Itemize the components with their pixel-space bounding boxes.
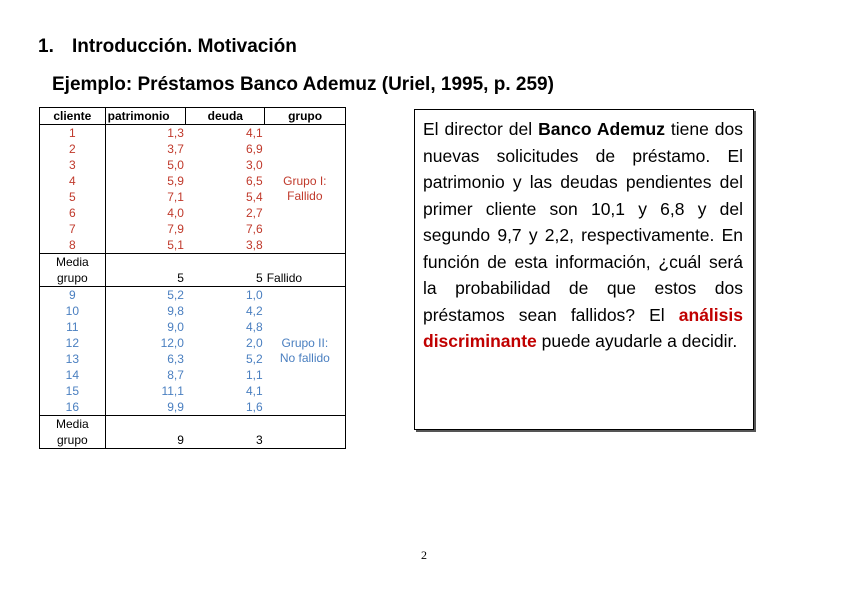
patrimonio-cell: 3,7 — [167, 142, 184, 156]
deuda-cell: 1,1 — [246, 368, 263, 382]
mean-row — [40, 432, 346, 449]
mean-row — [40, 254, 346, 271]
cliente-cell: 5 — [40, 189, 106, 205]
empty-cell — [265, 416, 346, 433]
patrimonio-cell: 11,1 — [161, 384, 184, 398]
deuda-cell: 4,1 — [186, 125, 265, 142]
cliente-cell: 15 — [40, 383, 106, 399]
table-header-row — [40, 108, 346, 125]
cliente-cell: 7 — [40, 221, 106, 237]
bank-name: Banco Ademuz — [538, 119, 665, 139]
header-patrimonio: patrimonio — [105, 108, 186, 125]
group-label-line1: Grupo II: — [281, 336, 329, 350]
cliente-cell: 2 — [40, 141, 106, 157]
deuda-cell: 3,8 — [246, 238, 263, 252]
deuda-cell: 4,1 — [246, 384, 263, 398]
cliente-cell: 4 — [40, 173, 106, 189]
patrimonio-cell: 1,3 — [105, 125, 186, 142]
mean-label: grupo — [40, 270, 106, 287]
patrimonio-cell: 6,3 — [167, 352, 184, 366]
deuda-cell: 2,7 — [246, 206, 263, 220]
mean-grupo — [265, 432, 346, 449]
mean-deuda: 3 — [186, 432, 265, 449]
patrimonio-cell: 5,1 — [167, 238, 184, 252]
section-number: 1. — [38, 36, 54, 57]
header-grupo: grupo — [265, 108, 346, 125]
deuda-cell: 4,8 — [246, 320, 263, 334]
mean-row — [40, 416, 346, 433]
patrimonio-cell: 4,0 — [167, 206, 184, 220]
mean-deuda: 5 — [256, 271, 263, 285]
cliente-cell: 6 — [40, 205, 106, 221]
patrimonio-cell: 7,1 — [167, 190, 184, 204]
mean-row — [40, 270, 346, 287]
patrimonio-cell: 5,2 — [105, 287, 186, 304]
empty-cell — [105, 416, 186, 433]
deuda-cell: 6,9 — [246, 142, 263, 156]
table-row — [40, 125, 346, 142]
statement-text-2: tiene dos nuevas solicitudes de préstamo. El patrimonio y las deudas pendientes del primer cliente son 10,1 y 6,8 y del segundo 9,7 y 2,2, respectivamente. En función de esta información, ¿cuál será la probabilidad de que estos dos préstamos sean fallidos? El — [423, 119, 744, 325]
patrimonio-cell: 5,0 — [167, 158, 184, 172]
deuda-cell: 4,2 — [246, 304, 263, 318]
deuda-cell: 1,6 — [246, 400, 263, 414]
group-label-line2: No fallido — [279, 351, 330, 365]
statement-text-1: El director del — [423, 119, 539, 139]
mean-patrimonio: 9 — [105, 432, 186, 449]
cliente-cell: 14 — [40, 367, 106, 383]
cliente-cell: 12 — [40, 335, 106, 351]
group-label-line2: Fallido — [287, 189, 323, 203]
empty-cell — [265, 254, 346, 271]
patrimonio-cell: 5,9 — [167, 174, 184, 188]
header-cliente: cliente — [40, 108, 106, 125]
cliente-cell: 11 — [40, 319, 106, 335]
deuda-cell: 6,5 — [246, 174, 263, 188]
patrimonio-cell: 9,9 — [167, 400, 184, 414]
section-heading — [38, 36, 297, 58]
problem-statement-box — [414, 109, 754, 430]
mean-label: grupo — [40, 432, 106, 449]
header-deuda: deuda — [186, 108, 265, 125]
group-label-line1: Grupo I: — [283, 174, 327, 188]
patrimonio-cell: 12,0 — [160, 336, 184, 350]
empty-cell — [186, 254, 265, 271]
empty-cell — [105, 254, 186, 271]
patrimonio-cell: 9,0 — [167, 320, 184, 334]
group-label — [265, 287, 346, 416]
patrimonio-cell: 8,7 — [167, 368, 184, 382]
patrimonio-cell: 7,9 — [167, 222, 184, 236]
mean-patrimonio: 5 — [177, 271, 184, 285]
empty-cell — [186, 416, 265, 433]
cliente-cell: 3 — [40, 157, 106, 173]
deuda-cell: 3,0 — [246, 158, 263, 172]
patrimonio-cell: 9,8 — [167, 304, 184, 318]
statement-text-3: puede ayudarle a decidir. — [536, 331, 738, 351]
deuda-cell: 2,0 — [246, 336, 263, 350]
cliente-cell: 9 — [40, 287, 106, 304]
deuda-cell: 5,4 — [246, 190, 263, 204]
deuda-cell: 7,6 — [246, 222, 263, 236]
cliente-cell: 10 — [40, 303, 106, 319]
group-label — [265, 125, 346, 254]
mean-label: Media — [40, 254, 106, 271]
loan-data-table — [39, 107, 346, 449]
deuda-cell: 5,2 — [246, 352, 263, 366]
cliente-cell: 8 — [40, 237, 106, 254]
mean-grupo: Fallido — [265, 270, 346, 287]
page-number: 2 — [421, 548, 427, 562]
cliente-cell: 13 — [40, 351, 106, 367]
section-title: Introducción. Motivación — [72, 36, 297, 57]
deuda-cell: 1,0 — [186, 287, 265, 304]
mean-label: Media — [40, 416, 106, 433]
cliente-cell: 16 — [40, 399, 106, 416]
cliente-cell: 1 — [40, 125, 106, 142]
table-row — [40, 287, 346, 304]
table-body — [40, 125, 346, 449]
highlight-term: análisis discriminante — [423, 304, 743, 351]
example-title: Ejemplo: Préstamos Banco Ademuz (Uriel, 1995, p. 259) — [52, 74, 554, 95]
